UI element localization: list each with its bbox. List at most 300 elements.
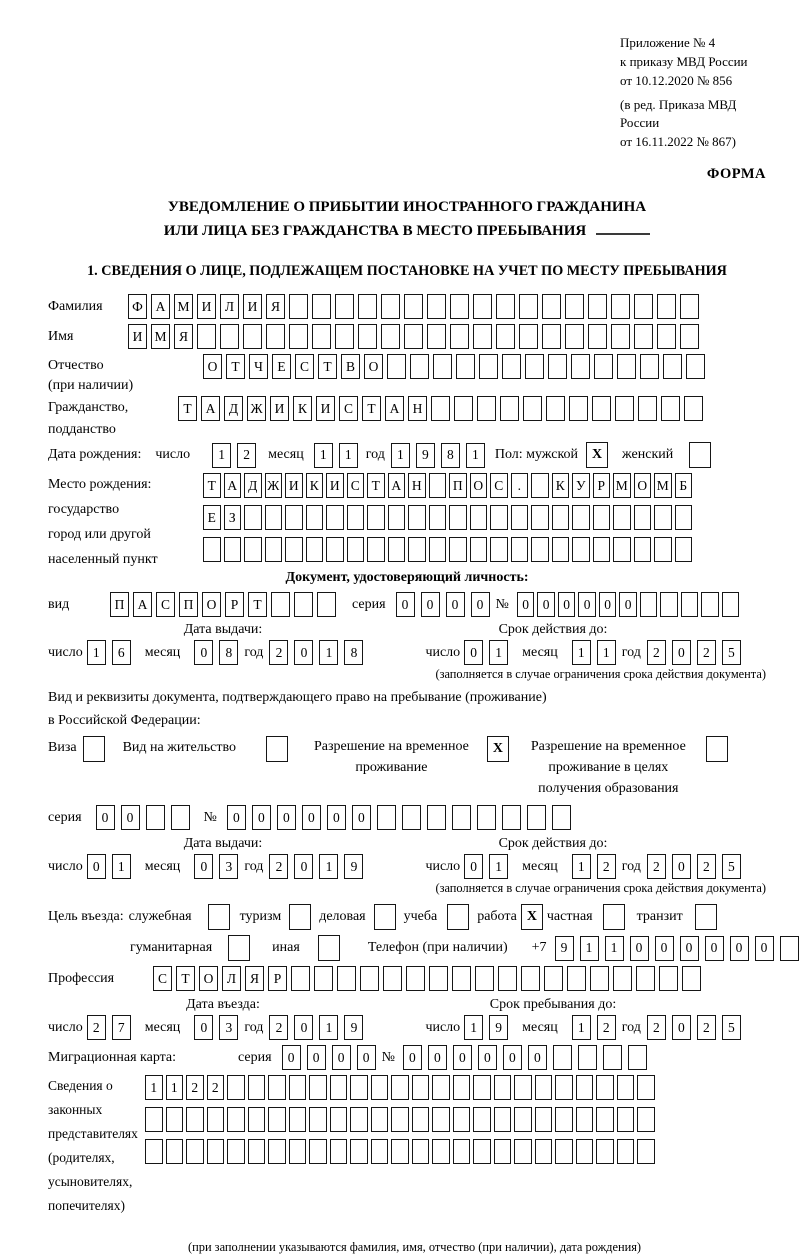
char-cell[interactable]: 0 bbox=[680, 936, 699, 961]
char-cell[interactable] bbox=[291, 966, 310, 991]
char-cell[interactable] bbox=[675, 537, 693, 562]
char-cell[interactable]: 0 bbox=[294, 640, 313, 665]
char-cell[interactable] bbox=[682, 966, 701, 991]
char-cell[interactable]: Е bbox=[203, 505, 221, 530]
char-cell[interactable] bbox=[494, 1139, 512, 1164]
identity-expiry-day[interactable] bbox=[464, 640, 514, 665]
char-cell[interactable] bbox=[684, 396, 703, 421]
temp-residence-checkbox[interactable]: X bbox=[487, 736, 509, 762]
char-cell[interactable]: 1 bbox=[572, 854, 591, 879]
char-cell[interactable] bbox=[371, 1107, 389, 1132]
char-cell[interactable] bbox=[412, 1139, 430, 1164]
char-cell[interactable]: 0 bbox=[672, 854, 691, 879]
char-cell[interactable] bbox=[388, 505, 406, 530]
char-cell[interactable] bbox=[638, 396, 657, 421]
char-cell[interactable] bbox=[429, 473, 447, 498]
char-cell[interactable] bbox=[429, 505, 447, 530]
char-cell[interactable]: Т bbox=[178, 396, 197, 421]
char-cell[interactable] bbox=[171, 805, 190, 830]
char-cell[interactable] bbox=[391, 1139, 409, 1164]
char-cell[interactable]: Ж bbox=[265, 473, 283, 498]
char-cell[interactable] bbox=[546, 396, 565, 421]
char-cell[interactable] bbox=[289, 1139, 307, 1164]
char-cell[interactable] bbox=[567, 966, 586, 991]
char-cell[interactable]: 0 bbox=[307, 1045, 326, 1070]
char-cell[interactable] bbox=[391, 1107, 409, 1132]
char-cell[interactable]: 2 bbox=[697, 640, 716, 665]
char-cell[interactable] bbox=[514, 1139, 532, 1164]
char-cell[interactable] bbox=[312, 324, 331, 349]
char-cell[interactable]: 1 bbox=[319, 854, 338, 879]
char-cell[interactable] bbox=[470, 505, 488, 530]
char-cell[interactable]: А bbox=[201, 396, 220, 421]
char-cell[interactable] bbox=[227, 1075, 245, 1100]
char-cell[interactable] bbox=[432, 1107, 450, 1132]
char-cell[interactable]: 0 bbox=[194, 1015, 213, 1040]
char-cell[interactable] bbox=[634, 294, 653, 319]
char-cell[interactable] bbox=[544, 966, 563, 991]
char-cell[interactable] bbox=[654, 505, 672, 530]
char-cell[interactable] bbox=[654, 537, 672, 562]
char-cell[interactable] bbox=[578, 1045, 597, 1070]
char-cell[interactable] bbox=[347, 505, 365, 530]
char-cell[interactable]: Н bbox=[408, 473, 426, 498]
migration-series-input[interactable] bbox=[282, 1045, 382, 1070]
char-cell[interactable] bbox=[613, 505, 631, 530]
char-cell[interactable] bbox=[494, 1107, 512, 1132]
char-cell[interactable]: 1 bbox=[466, 443, 485, 468]
char-cell[interactable]: С bbox=[347, 473, 365, 498]
char-cell[interactable] bbox=[636, 966, 655, 991]
char-cell[interactable]: Ж bbox=[247, 396, 266, 421]
char-cell[interactable]: 0 bbox=[352, 805, 371, 830]
char-cell[interactable] bbox=[186, 1107, 204, 1132]
char-cell[interactable]: 1 bbox=[314, 443, 333, 468]
char-cell[interactable]: 1 bbox=[597, 640, 616, 665]
identity-kind-input[interactable] bbox=[110, 592, 340, 617]
char-cell[interactable] bbox=[496, 324, 515, 349]
char-cell[interactable] bbox=[722, 592, 740, 617]
temp-residence-edu-checkbox[interactable] bbox=[706, 736, 728, 762]
char-cell[interactable] bbox=[454, 396, 473, 421]
char-cell[interactable]: 2 bbox=[597, 1015, 616, 1040]
char-cell[interactable]: 0 bbox=[194, 640, 213, 665]
char-cell[interactable] bbox=[490, 537, 508, 562]
char-cell[interactable] bbox=[166, 1139, 184, 1164]
char-cell[interactable]: М bbox=[613, 473, 631, 498]
identity-series-input[interactable] bbox=[396, 592, 496, 617]
char-cell[interactable]: 3 bbox=[219, 854, 238, 879]
char-cell[interactable]: А bbox=[133, 592, 152, 617]
char-cell[interactable]: О bbox=[634, 473, 652, 498]
patronymic-input[interactable] bbox=[203, 354, 709, 379]
char-cell[interactable] bbox=[681, 592, 699, 617]
char-cell[interactable] bbox=[593, 505, 611, 530]
surname-input[interactable] bbox=[128, 294, 703, 319]
char-cell[interactable]: 5 bbox=[722, 640, 741, 665]
char-cell[interactable] bbox=[404, 324, 423, 349]
char-cell[interactable]: М bbox=[174, 294, 193, 319]
sex-male-checkbox[interactable]: X bbox=[586, 442, 608, 468]
char-cell[interactable] bbox=[408, 537, 426, 562]
char-cell[interactable] bbox=[525, 354, 544, 379]
char-cell[interactable] bbox=[197, 324, 216, 349]
char-cell[interactable] bbox=[244, 505, 262, 530]
char-cell[interactable] bbox=[542, 324, 561, 349]
char-cell[interactable] bbox=[490, 505, 508, 530]
char-cell[interactable] bbox=[289, 1075, 307, 1100]
char-cell[interactable] bbox=[617, 354, 636, 379]
char-cell[interactable]: Д bbox=[244, 473, 262, 498]
char-cell[interactable] bbox=[404, 294, 423, 319]
char-cell[interactable] bbox=[477, 805, 496, 830]
char-cell[interactable]: И bbox=[270, 396, 289, 421]
identity-expiry-month[interactable] bbox=[572, 640, 622, 665]
char-cell[interactable]: 8 bbox=[441, 443, 460, 468]
char-cell[interactable] bbox=[285, 505, 303, 530]
char-cell[interactable]: Т bbox=[176, 966, 195, 991]
stay-year[interactable] bbox=[647, 1015, 747, 1040]
char-cell[interactable] bbox=[519, 294, 538, 319]
char-cell[interactable] bbox=[521, 966, 540, 991]
char-cell[interactable]: . bbox=[511, 473, 529, 498]
char-cell[interactable] bbox=[387, 354, 406, 379]
char-cell[interactable]: 9 bbox=[344, 854, 363, 879]
char-cell[interactable] bbox=[330, 1107, 348, 1132]
char-cell[interactable] bbox=[555, 1075, 573, 1100]
char-cell[interactable]: 0 bbox=[672, 640, 691, 665]
char-cell[interactable] bbox=[314, 966, 333, 991]
char-cell[interactable] bbox=[453, 1107, 471, 1132]
char-cell[interactable] bbox=[337, 966, 356, 991]
char-cell[interactable] bbox=[523, 396, 542, 421]
char-cell[interactable]: 9 bbox=[344, 1015, 363, 1040]
identity-expiry-year[interactable] bbox=[647, 640, 747, 665]
char-cell[interactable] bbox=[227, 1139, 245, 1164]
birth-month-input[interactable] bbox=[314, 443, 364, 468]
char-cell[interactable] bbox=[590, 966, 609, 991]
char-cell[interactable] bbox=[519, 324, 538, 349]
char-cell[interactable] bbox=[432, 1139, 450, 1164]
char-cell[interactable] bbox=[565, 324, 584, 349]
char-cell[interactable]: 0 bbox=[327, 805, 346, 830]
char-cell[interactable]: Р bbox=[268, 966, 287, 991]
char-cell[interactable] bbox=[680, 324, 699, 349]
char-cell[interactable] bbox=[265, 505, 283, 530]
char-cell[interactable] bbox=[637, 1139, 655, 1164]
char-cell[interactable] bbox=[186, 1139, 204, 1164]
char-cell[interactable]: О bbox=[199, 966, 218, 991]
char-cell[interactable] bbox=[294, 592, 313, 617]
char-cell[interactable]: М bbox=[151, 324, 170, 349]
char-cell[interactable] bbox=[552, 505, 570, 530]
char-cell[interactable] bbox=[553, 1045, 572, 1070]
char-cell[interactable] bbox=[166, 1107, 184, 1132]
char-cell[interactable]: 0 bbox=[528, 1045, 547, 1070]
char-cell[interactable]: И bbox=[197, 294, 216, 319]
purpose-study-checkbox[interactable] bbox=[447, 904, 469, 930]
char-cell[interactable]: Т bbox=[226, 354, 245, 379]
char-cell[interactable]: Я bbox=[245, 966, 264, 991]
char-cell[interactable] bbox=[473, 324, 492, 349]
char-cell[interactable]: 0 bbox=[517, 592, 535, 617]
char-cell[interactable] bbox=[309, 1075, 327, 1100]
char-cell[interactable] bbox=[456, 354, 475, 379]
birth-place-input-1[interactable] bbox=[203, 473, 695, 498]
residence-issue-month[interactable] bbox=[194, 854, 244, 879]
stay-month[interactable] bbox=[572, 1015, 622, 1040]
char-cell[interactable] bbox=[514, 1107, 532, 1132]
char-cell[interactable] bbox=[335, 324, 354, 349]
char-cell[interactable] bbox=[248, 1075, 266, 1100]
char-cell[interactable] bbox=[613, 537, 631, 562]
given-name-input[interactable] bbox=[128, 324, 703, 349]
char-cell[interactable]: И bbox=[316, 396, 335, 421]
char-cell[interactable] bbox=[502, 805, 521, 830]
char-cell[interactable]: И bbox=[128, 324, 147, 349]
representatives-input-2[interactable] bbox=[145, 1107, 658, 1132]
residence-expiry-day[interactable] bbox=[464, 854, 514, 879]
char-cell[interactable]: Ч bbox=[249, 354, 268, 379]
char-cell[interactable]: 0 bbox=[537, 592, 555, 617]
char-cell[interactable] bbox=[265, 537, 283, 562]
char-cell[interactable] bbox=[371, 1139, 389, 1164]
char-cell[interactable] bbox=[452, 966, 471, 991]
char-cell[interactable] bbox=[473, 294, 492, 319]
char-cell[interactable] bbox=[367, 537, 385, 562]
citizenship-input[interactable] bbox=[178, 396, 707, 421]
char-cell[interactable] bbox=[429, 537, 447, 562]
char-cell[interactable] bbox=[317, 592, 336, 617]
char-cell[interactable] bbox=[203, 537, 221, 562]
char-cell[interactable]: Е bbox=[272, 354, 291, 379]
char-cell[interactable] bbox=[675, 505, 693, 530]
char-cell[interactable]: Д bbox=[224, 396, 243, 421]
char-cell[interactable] bbox=[531, 473, 549, 498]
char-cell[interactable] bbox=[473, 1139, 491, 1164]
char-cell[interactable] bbox=[479, 354, 498, 379]
char-cell[interactable] bbox=[535, 1107, 553, 1132]
char-cell[interactable] bbox=[686, 354, 705, 379]
char-cell[interactable] bbox=[330, 1139, 348, 1164]
char-cell[interactable] bbox=[555, 1139, 573, 1164]
char-cell[interactable] bbox=[473, 1107, 491, 1132]
residence-series-input[interactable] bbox=[96, 805, 196, 830]
char-cell[interactable] bbox=[473, 1075, 491, 1100]
char-cell[interactable] bbox=[576, 1139, 594, 1164]
char-cell[interactable]: К bbox=[306, 473, 324, 498]
char-cell[interactable]: З bbox=[224, 505, 242, 530]
char-cell[interactable] bbox=[640, 354, 659, 379]
char-cell[interactable]: У bbox=[572, 473, 590, 498]
char-cell[interactable] bbox=[511, 537, 529, 562]
char-cell[interactable]: 0 bbox=[277, 805, 296, 830]
char-cell[interactable]: 1 bbox=[339, 443, 358, 468]
char-cell[interactable]: 0 bbox=[87, 854, 106, 879]
char-cell[interactable] bbox=[268, 1075, 286, 1100]
char-cell[interactable] bbox=[350, 1075, 368, 1100]
char-cell[interactable]: 2 bbox=[207, 1075, 225, 1100]
char-cell[interactable]: К bbox=[552, 473, 570, 498]
char-cell[interactable]: 8 bbox=[344, 640, 363, 665]
char-cell[interactable] bbox=[360, 966, 379, 991]
char-cell[interactable] bbox=[680, 294, 699, 319]
char-cell[interactable] bbox=[289, 294, 308, 319]
char-cell[interactable]: И bbox=[326, 473, 344, 498]
char-cell[interactable]: 0 bbox=[503, 1045, 522, 1070]
char-cell[interactable]: 0 bbox=[446, 592, 465, 617]
char-cell[interactable] bbox=[350, 1107, 368, 1132]
char-cell[interactable] bbox=[220, 324, 239, 349]
char-cell[interactable] bbox=[145, 1107, 163, 1132]
char-cell[interactable] bbox=[268, 1107, 286, 1132]
char-cell[interactable] bbox=[450, 324, 469, 349]
char-cell[interactable] bbox=[628, 1045, 647, 1070]
char-cell[interactable]: 0 bbox=[755, 936, 774, 961]
char-cell[interactable] bbox=[592, 396, 611, 421]
stay-day[interactable] bbox=[464, 1015, 514, 1040]
char-cell[interactable] bbox=[427, 294, 446, 319]
char-cell[interactable]: И bbox=[243, 294, 262, 319]
char-cell[interactable]: 0 bbox=[252, 805, 271, 830]
char-cell[interactable] bbox=[326, 537, 344, 562]
char-cell[interactable]: И bbox=[285, 473, 303, 498]
char-cell[interactable] bbox=[412, 1075, 430, 1100]
char-cell[interactable]: С bbox=[339, 396, 358, 421]
char-cell[interactable] bbox=[615, 396, 634, 421]
char-cell[interactable]: Я bbox=[174, 324, 193, 349]
char-cell[interactable] bbox=[449, 505, 467, 530]
char-cell[interactable]: 1 bbox=[580, 936, 599, 961]
char-cell[interactable] bbox=[531, 537, 549, 562]
char-cell[interactable] bbox=[306, 537, 324, 562]
char-cell[interactable] bbox=[312, 294, 331, 319]
char-cell[interactable]: О bbox=[203, 354, 222, 379]
char-cell[interactable] bbox=[596, 1107, 614, 1132]
residence-issue-year[interactable] bbox=[269, 854, 369, 879]
identity-issue-month[interactable] bbox=[194, 640, 244, 665]
char-cell[interactable] bbox=[427, 805, 446, 830]
char-cell[interactable] bbox=[383, 966, 402, 991]
char-cell[interactable] bbox=[335, 294, 354, 319]
char-cell[interactable] bbox=[659, 966, 678, 991]
char-cell[interactable]: С bbox=[156, 592, 175, 617]
char-cell[interactable]: 1 bbox=[319, 640, 338, 665]
char-cell[interactable]: Т bbox=[362, 396, 381, 421]
char-cell[interactable] bbox=[330, 1075, 348, 1100]
char-cell[interactable]: Т bbox=[318, 354, 337, 379]
profession-input[interactable] bbox=[153, 966, 705, 991]
char-cell[interactable]: 1 bbox=[391, 443, 410, 468]
char-cell[interactable]: 2 bbox=[237, 443, 256, 468]
char-cell[interactable]: 0 bbox=[294, 1015, 313, 1040]
char-cell[interactable] bbox=[453, 1139, 471, 1164]
char-cell[interactable]: 0 bbox=[464, 854, 483, 879]
char-cell[interactable] bbox=[452, 805, 471, 830]
char-cell[interactable] bbox=[657, 294, 676, 319]
char-cell[interactable] bbox=[498, 966, 517, 991]
char-cell[interactable] bbox=[552, 805, 571, 830]
char-cell[interactable] bbox=[248, 1139, 266, 1164]
char-cell[interactable]: О bbox=[470, 473, 488, 498]
char-cell[interactable]: Р bbox=[225, 592, 244, 617]
char-cell[interactable] bbox=[661, 396, 680, 421]
char-cell[interactable]: А bbox=[388, 473, 406, 498]
char-cell[interactable]: 2 bbox=[647, 1015, 666, 1040]
birth-year-input[interactable] bbox=[391, 443, 491, 468]
char-cell[interactable]: Т bbox=[248, 592, 267, 617]
char-cell[interactable] bbox=[701, 592, 719, 617]
char-cell[interactable] bbox=[358, 294, 377, 319]
char-cell[interactable]: 2 bbox=[269, 854, 288, 879]
char-cell[interactable]: 0 bbox=[294, 854, 313, 879]
char-cell[interactable] bbox=[596, 1075, 614, 1100]
char-cell[interactable] bbox=[248, 1107, 266, 1132]
char-cell[interactable]: 2 bbox=[269, 640, 288, 665]
char-cell[interactable] bbox=[244, 537, 262, 562]
purpose-official-checkbox[interactable] bbox=[208, 904, 230, 930]
char-cell[interactable]: 0 bbox=[578, 592, 596, 617]
char-cell[interactable]: 5 bbox=[722, 854, 741, 879]
representatives-input-1[interactable] bbox=[145, 1075, 658, 1100]
char-cell[interactable]: П bbox=[449, 473, 467, 498]
char-cell[interactable] bbox=[617, 1107, 635, 1132]
char-cell[interactable]: 2 bbox=[597, 854, 616, 879]
char-cell[interactable] bbox=[289, 324, 308, 349]
char-cell[interactable]: 1 bbox=[489, 640, 508, 665]
char-cell[interactable]: 0 bbox=[619, 592, 637, 617]
residence-permit-checkbox[interactable] bbox=[266, 736, 288, 762]
char-cell[interactable] bbox=[569, 396, 588, 421]
char-cell[interactable] bbox=[381, 324, 400, 349]
char-cell[interactable]: 1 bbox=[572, 1015, 591, 1040]
char-cell[interactable]: 0 bbox=[453, 1045, 472, 1070]
char-cell[interactable] bbox=[588, 294, 607, 319]
char-cell[interactable]: 0 bbox=[705, 936, 724, 961]
migration-number-input[interactable] bbox=[403, 1045, 653, 1070]
entry-day[interactable] bbox=[87, 1015, 137, 1040]
char-cell[interactable]: С bbox=[295, 354, 314, 379]
char-cell[interactable] bbox=[309, 1139, 327, 1164]
char-cell[interactable] bbox=[588, 324, 607, 349]
char-cell[interactable]: Л bbox=[222, 966, 241, 991]
char-cell[interactable]: 0 bbox=[96, 805, 115, 830]
char-cell[interactable] bbox=[494, 1075, 512, 1100]
char-cell[interactable]: 0 bbox=[282, 1045, 301, 1070]
char-cell[interactable] bbox=[496, 294, 515, 319]
char-cell[interactable]: П bbox=[110, 592, 129, 617]
char-cell[interactable] bbox=[511, 505, 529, 530]
char-cell[interactable]: 1 bbox=[87, 640, 106, 665]
char-cell[interactable]: 7 bbox=[112, 1015, 131, 1040]
char-cell[interactable] bbox=[285, 537, 303, 562]
char-cell[interactable]: Б bbox=[675, 473, 693, 498]
char-cell[interactable]: 5 bbox=[722, 1015, 741, 1040]
char-cell[interactable] bbox=[391, 1075, 409, 1100]
char-cell[interactable] bbox=[571, 354, 590, 379]
char-cell[interactable] bbox=[611, 294, 630, 319]
char-cell[interactable] bbox=[266, 324, 285, 349]
char-cell[interactable] bbox=[145, 1139, 163, 1164]
char-cell[interactable]: 0 bbox=[599, 592, 617, 617]
char-cell[interactable]: 2 bbox=[697, 1015, 716, 1040]
char-cell[interactable] bbox=[470, 537, 488, 562]
char-cell[interactable]: 0 bbox=[227, 805, 246, 830]
birth-day-input[interactable] bbox=[212, 443, 262, 468]
char-cell[interactable] bbox=[660, 592, 678, 617]
char-cell[interactable] bbox=[326, 505, 344, 530]
char-cell[interactable]: 0 bbox=[332, 1045, 351, 1070]
